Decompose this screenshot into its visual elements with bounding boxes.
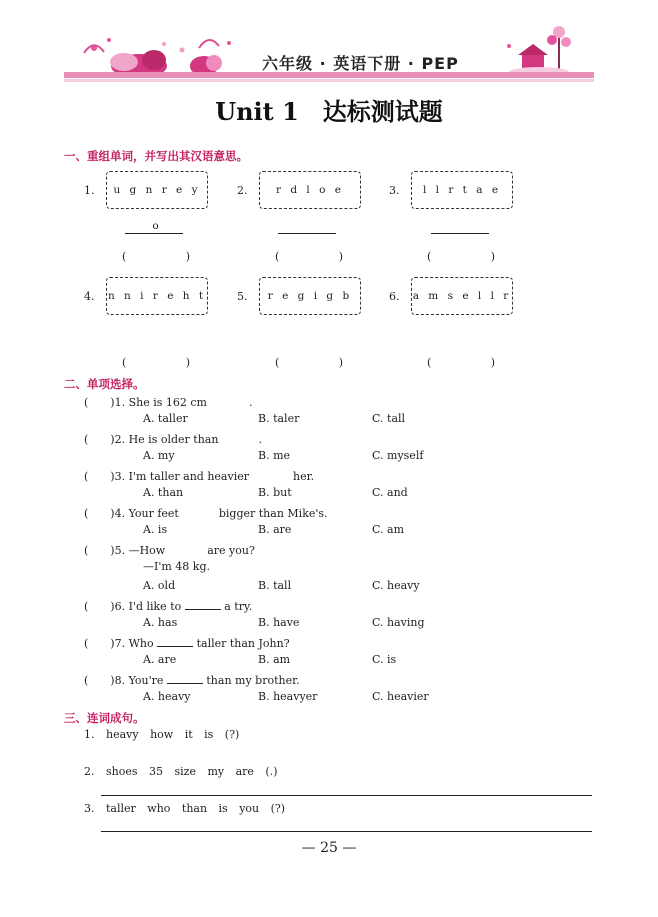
mc-option[interactable]: A. than (143, 486, 184, 499)
mc-option[interactable]: C. heavier (372, 690, 429, 703)
s1-item-num: 1. (84, 184, 95, 197)
banner-right-decoration-icon (507, 26, 571, 77)
s1-letter-box: u g n r e y o (106, 171, 208, 209)
s1-meaning-paren[interactable]: ( ) (122, 250, 190, 263)
s1-meaning-paren[interactable]: ( ) (427, 250, 495, 263)
s3-sentence-item: 3. taller who than is you (?) (84, 802, 286, 815)
s1-letter-box: r d l o e (259, 171, 361, 209)
mc-option[interactable]: A. my (143, 449, 175, 462)
mc-option[interactable]: C. tall (372, 412, 406, 425)
s1-answer-line[interactable] (278, 233, 336, 234)
mc-option[interactable]: A. has (143, 616, 178, 629)
answer-blank[interactable] (185, 600, 221, 610)
mc-option[interactable]: A. taller (143, 412, 188, 425)
page-title: Unit 1 达标测试题 (215, 97, 443, 126)
mc-option[interactable]: B. me (258, 449, 291, 462)
s1-meaning-paren[interactable]: ( ) (275, 250, 343, 263)
mc-question: ( )1. She is 162 cm . (84, 396, 253, 409)
mc-question: ( )6. I'd like to a try. (84, 600, 253, 613)
section3-title: 三、连词成句。 (64, 711, 145, 725)
s1-answer-line[interactable] (125, 233, 183, 234)
mc-option[interactable]: A. heavy (143, 690, 191, 703)
s3-answer-line[interactable] (101, 795, 592, 796)
s1-meaning-paren[interactable]: ( ) (427, 356, 495, 369)
s1-letter-box: a m s e l l r (411, 277, 513, 315)
mc-option[interactable]: C. heavy (372, 579, 420, 592)
s1-item-num: 2. (237, 184, 248, 197)
mc-option[interactable]: B. are (258, 523, 292, 536)
s1-item-num: 5. (237, 290, 248, 303)
mc-question-reply: —I'm 48 kg. (143, 560, 210, 573)
answer-blank[interactable] (157, 637, 193, 647)
mc-question: ( )2. He is older than . (84, 433, 262, 446)
s1-item-num: 3. (389, 184, 400, 197)
mc-question: ( )8. You're than my brother. (84, 674, 300, 687)
section1-title: 一、重组单词，并写出其汉语意思。 (64, 149, 248, 163)
s1-letter-box: n n i r e h t (106, 277, 208, 315)
mc-option[interactable]: B. tall (258, 579, 292, 592)
mc-option[interactable]: C. and (372, 486, 408, 499)
mc-question: ( )5. —How are you? (84, 544, 255, 557)
mc-option[interactable]: B. am (258, 653, 291, 666)
mc-option[interactable]: B. heavyer (258, 690, 318, 703)
s1-letter-box: r e g i g b (259, 277, 361, 315)
mc-option[interactable]: A. are (143, 653, 177, 666)
mc-option[interactable]: B. taler (258, 412, 300, 425)
page-number: — 25 — (301, 840, 357, 856)
s3-sentence-item: 2. shoes 35 size my are (.) (84, 765, 278, 778)
answer-blank[interactable] (167, 674, 203, 684)
mc-option[interactable]: C. myself (372, 449, 424, 462)
mc-question: ( )3. I'm taller and heavier her. (84, 470, 315, 483)
mc-question: ( )7. Who taller than John? (84, 637, 290, 650)
mc-option[interactable]: A. is (143, 523, 168, 536)
s3-answer-line[interactable] (101, 831, 592, 832)
s1-letter-box: l l r t a e (411, 171, 513, 209)
mc-option[interactable]: B. but (258, 486, 292, 499)
s1-meaning-paren[interactable]: ( ) (122, 356, 190, 369)
s1-answer-line[interactable] (431, 233, 489, 234)
header-banner-text: 六年级 · 英语下册 · PEP (262, 54, 459, 73)
section2-title: 二、单项选择。 (64, 377, 145, 391)
mc-option[interactable]: C. is (372, 653, 397, 666)
mc-option[interactable]: A. old (143, 579, 176, 592)
s1-item-num: 4. (84, 290, 95, 303)
s1-item-num: 6. (389, 290, 400, 303)
s1-meaning-paren[interactable]: ( ) (275, 356, 343, 369)
s3-sentence-item: 1. heavy how it is (?) (84, 728, 240, 741)
mc-option[interactable]: C. am (372, 523, 405, 536)
header-divider-light (64, 79, 594, 82)
mc-option[interactable]: B. have (258, 616, 300, 629)
mc-question: ( )4. Your feet bigger than Mike's. (84, 507, 328, 520)
mc-option[interactable]: C. having (372, 616, 425, 629)
